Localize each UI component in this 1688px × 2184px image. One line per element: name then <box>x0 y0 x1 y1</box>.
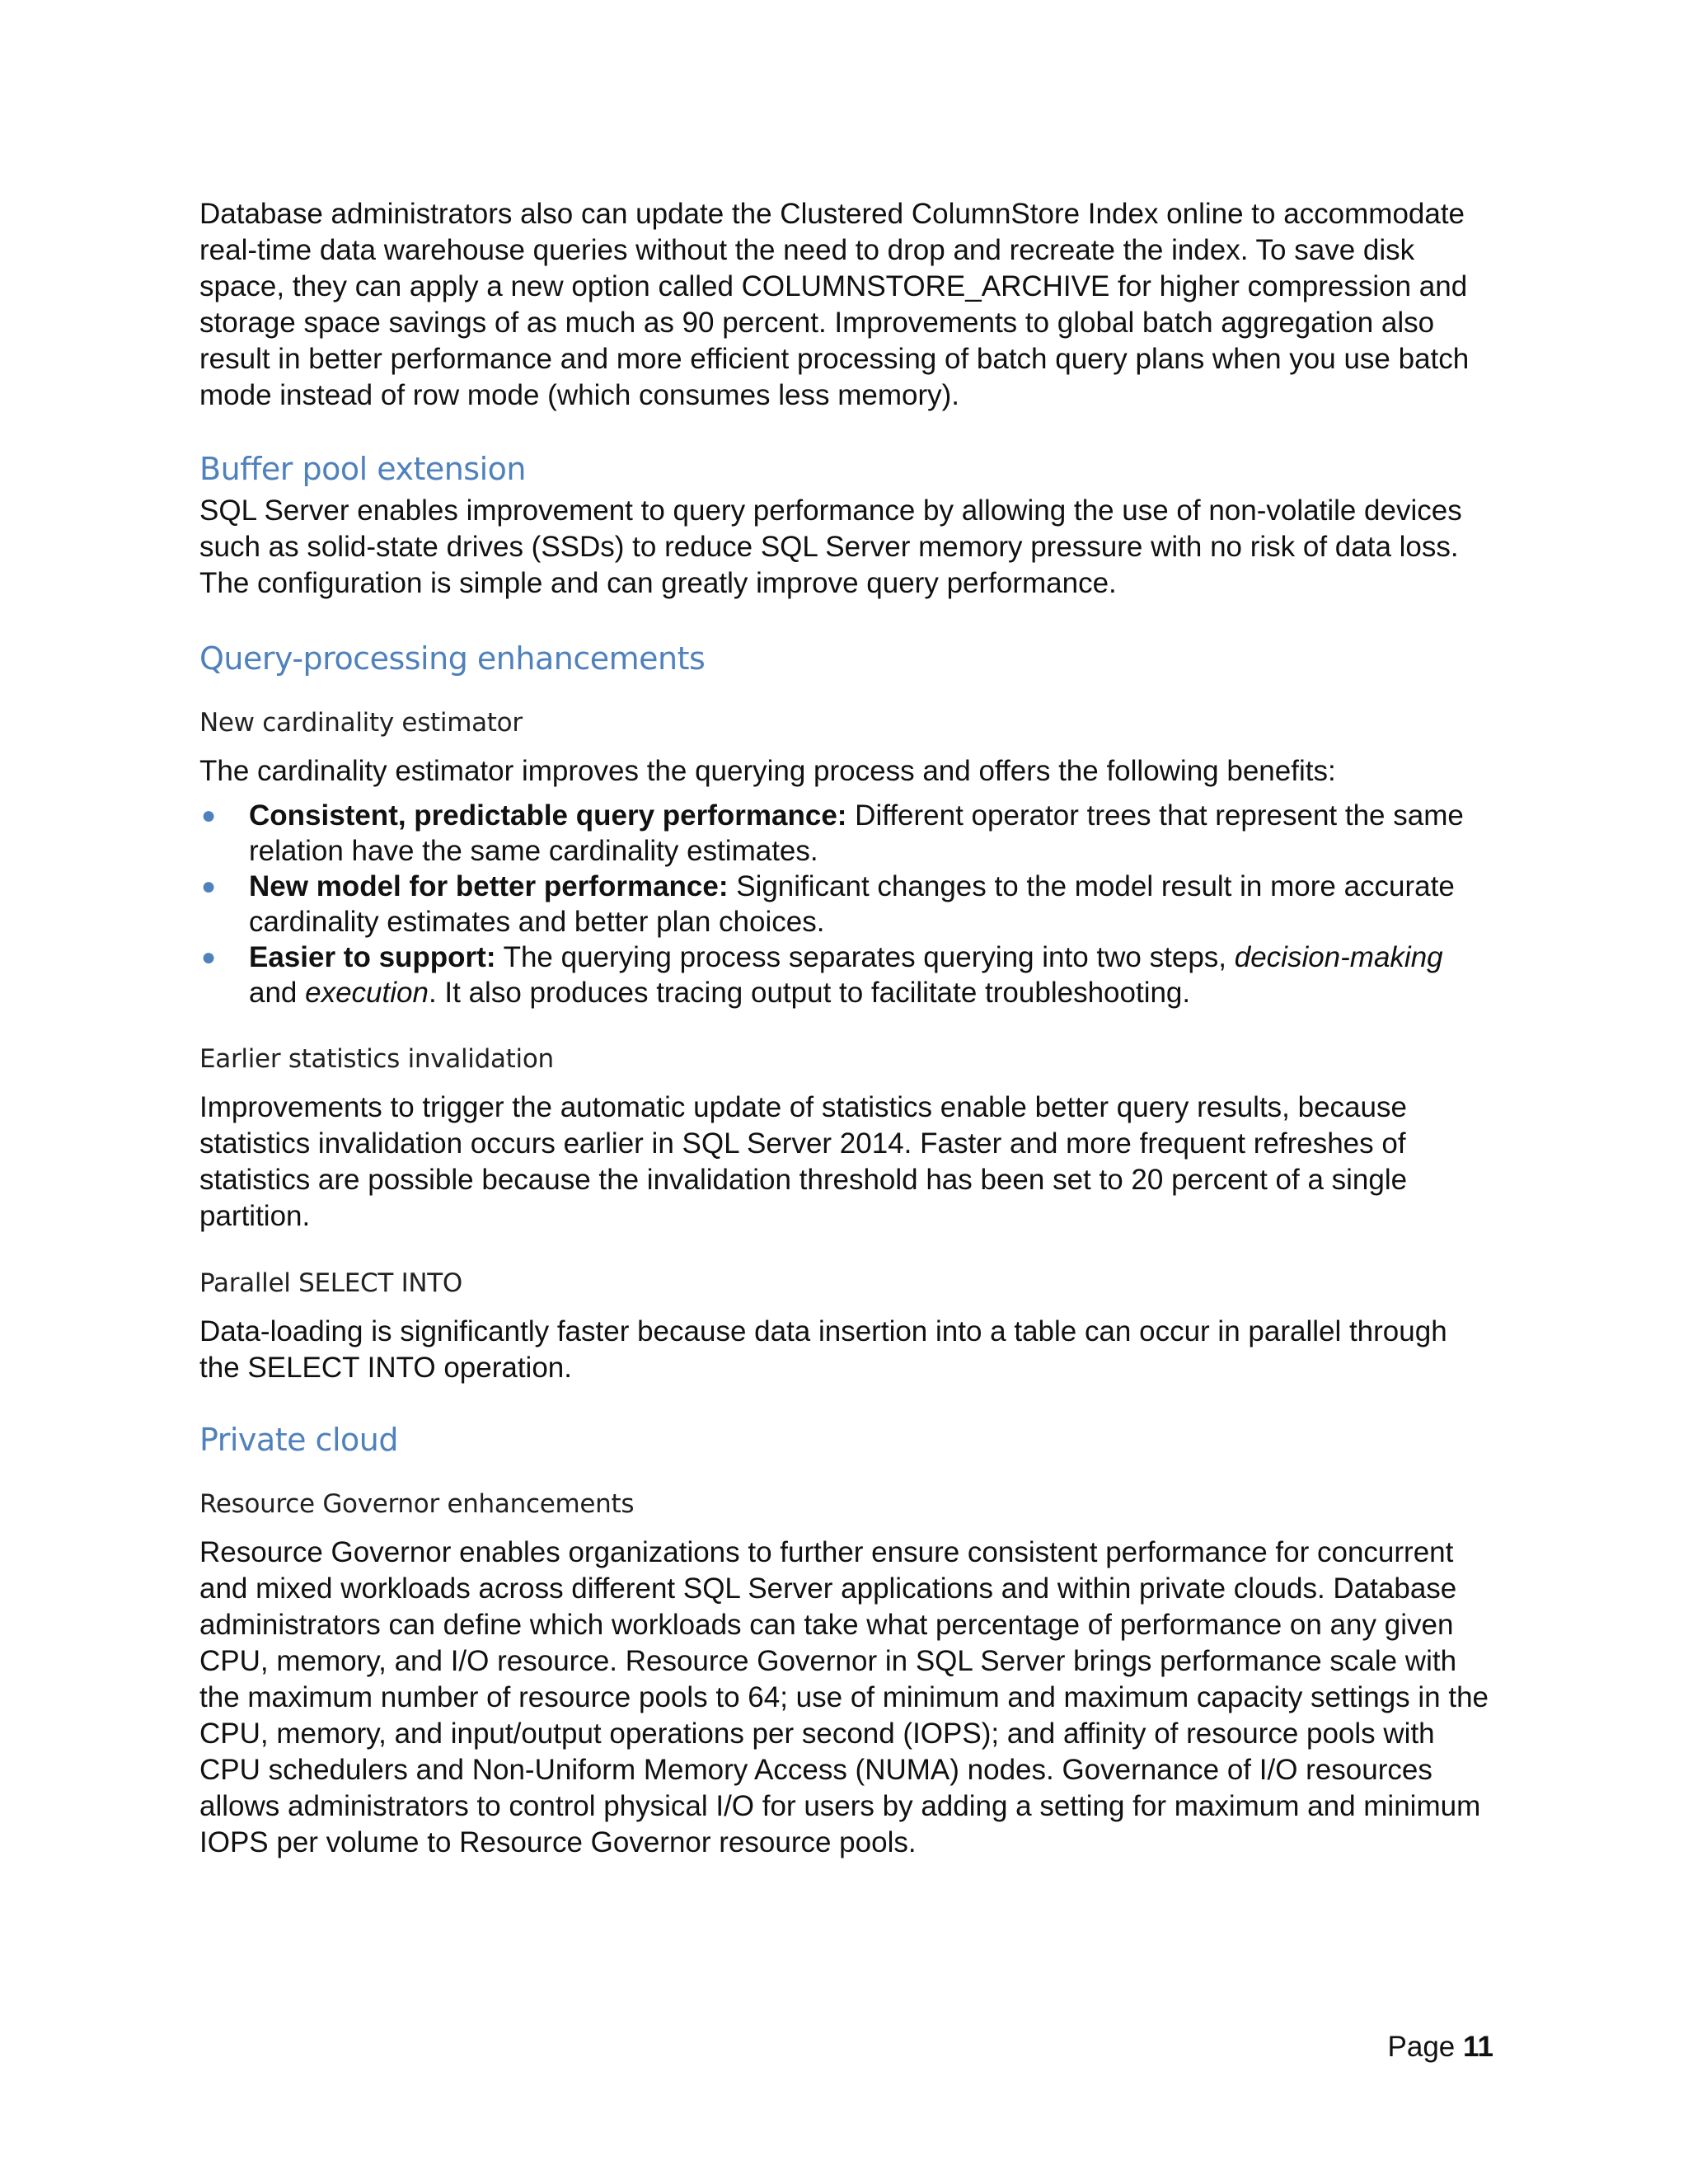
bullet-bold: Consistent, predictable query performance: <box>249 799 847 832</box>
bullet-item-consistent <box>199 798 1493 869</box>
bullet-text: and <box>249 977 306 1009</box>
bullet-text: . It also produces tracing output to facilitate troubleshooting. <box>428 977 1191 1009</box>
query-processing-heading: Query-processing enhancements <box>199 640 706 677</box>
cardinality-bullet-list <box>199 798 1493 1010</box>
bullet-italic: execution <box>305 977 429 1009</box>
governor-heading: Resource Governor enhancements <box>199 1489 635 1519</box>
private-cloud-heading: Private cloud <box>199 1422 398 1458</box>
statistics-heading: Earlier statistics invalidation <box>199 1044 554 1074</box>
private-cloud-section <box>199 1418 1493 1861</box>
bullet-bold: Easier to support: <box>249 941 496 973</box>
query-processing-section <box>199 636 1493 1386</box>
bullet-dot-icon: ● <box>201 944 217 971</box>
bullet-italic: decision-making <box>1234 941 1443 973</box>
bullet-item-new-model <box>199 869 1493 940</box>
statistics-paragraph: Improvements to trigger the automatic update of statistics enable better query results, because statistics invalidation occurs earlier in SQL Server 2014. Faster and more frequent refreshes of statistics are possible because the invalidation threshold has been set to 20 percent of a single partition. <box>199 1091 1408 1232</box>
statistics-subsection <box>199 1040 1493 1235</box>
buffer-pool-section <box>199 447 1493 602</box>
bullet-text: Significant changes to the model result in more accurate cardinality estimates and better plan choices. <box>249 870 1455 938</box>
governor-subsection <box>199 1485 1493 1861</box>
parallel-heading: Parallel SELECT INTO <box>199 1268 463 1298</box>
cardinality-heading: New cardinality estimator <box>199 708 523 738</box>
cardinality-lead: The cardinality estimator improves the querying process and offers the following benefits: <box>199 755 1336 787</box>
cardinality-subsection <box>199 704 1493 1010</box>
bullet-dot-icon: ● <box>201 802 217 829</box>
parallel-paragraph: Data-loading is significantly faster because data insertion into a table can occur in parallel through the SELECT INTO operation. <box>199 1315 1447 1384</box>
page-number: 11 <box>1463 2031 1493 2063</box>
bullet-item-easier-support <box>199 940 1493 1010</box>
intro-paragraph: Database administrators also can update the Clustered ColumnStore Index online to accommodate real-time data warehouse queries without the need to drop and recreate the index. To save disk space, they can apply a new option called COLUMNSTORE_ARCHIVE for higher compression and storage space savings of as much as 90 percent. Improvements to global batch aggregation also result in better performance and more efficient processing of batch query plans when you use batch mode instead of row mode (which consumes less memory). <box>199 198 1470 411</box>
governor-paragraph: Resource Governor enables organizations to further ensure consistent performance for concurrent and mixed workloads across different SQL Server applications and within private clouds. Database administrators can define which workloads can take what percentage of performance on any given CPU, memory, and I/O resource. Resource Governor in SQL Server brings performance scale with the maximum number of resource pools to 64; use of minimum and maximum capacity settings in the CPU, memory, and input/output operations per second (IOPS); and affinity of resource pools with CPU schedulers and Non-Uniform Memory Access (NUMA) nodes. Governance of I/O resources allows administrators to control physical I/O for users by adding a setting for maximum and minimum IOPS per volume to Resource Governor resource pools. <box>199 1536 1489 1858</box>
bullet-text: The querying process separates querying into two steps, <box>495 941 1235 973</box>
buffer-pool-paragraph: SQL Server enables improvement to query performance by allowing the use of non-volatile devices such as solid-state drives (SSDs) to reduce SQL Server memory pressure with no risk of data loss. The configuration is simple and can greatly improve query performance. <box>199 494 1462 599</box>
page-label: Page <box>1387 2031 1456 2063</box>
page-footer <box>1388 2029 1493 2065</box>
document-page <box>199 196 1493 1861</box>
bullet-text: Different operator trees that represent the same relation have the same cardinality estimates. <box>249 799 1464 867</box>
bullet-bold: New model for better performance: <box>249 870 729 902</box>
bullet-dot-icon: ● <box>201 873 217 900</box>
buffer-pool-heading: Buffer pool extension <box>199 451 526 487</box>
parallel-subsection <box>199 1264 1493 1386</box>
